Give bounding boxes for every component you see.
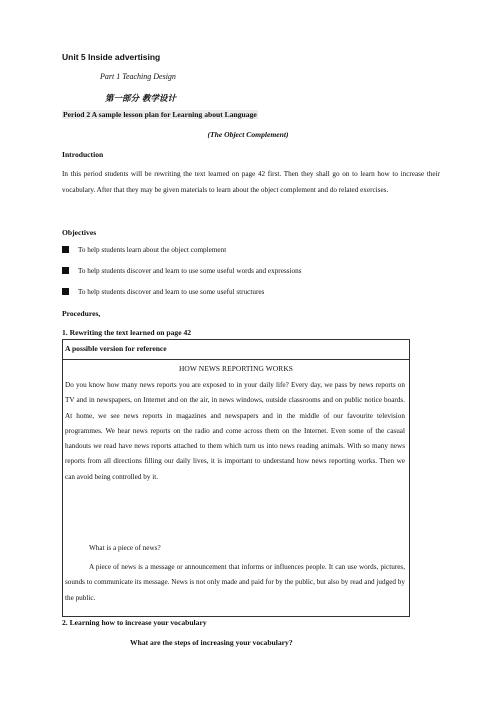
chinese-title: 第一部分 教学设计 — [105, 94, 176, 104]
introduction-label: Introduction — [62, 150, 104, 159]
unit-title: Unit 5 Inside advertising — [62, 52, 161, 62]
objectives-label: Objectives — [62, 228, 97, 237]
objective-item: To help students learn about the object complement — [62, 246, 226, 254]
objective-item: To help students discover and learn to use some useful words and expressions — [62, 267, 301, 275]
article-body: Do you know how many news reports you are exposed to in your daily life? Every day, we pass by news reports on TV and in newspapers, on Internet and on the air, in news windows, outside classrooms and on public notice boards. At home, we see news reports in magazines and newspapers and in the middle of our favourite television programmes. We hear news reports on the radio and come across them on the Internet. Even some of the casual handouts we read have news reports attached to them which turn us into news reading animals. With so many news reports from all directions filling our daily lives, it is important to understand how news reporting works. Then we can avoid being controlled by it. — [65, 381, 405, 481]
article-question: What is a piece of news? — [89, 544, 161, 552]
reference-table — [62, 339, 410, 617]
section-2-heading: 2. Learning how to increase your vocabulary — [62, 618, 207, 627]
table-header: A possible version for reference — [65, 344, 167, 353]
steps-question: What are the steps of increasing your vocabulary? — [130, 638, 293, 647]
article-title: HOW NEWS REPORTING WORKS — [179, 364, 293, 373]
subheading: (The Object Complement) — [207, 130, 289, 139]
procedure-item-1: 1. Rewriting the text learned on page 42 — [62, 328, 192, 337]
objective-item: To help students discover and learn to use some useful structures — [62, 288, 264, 296]
introduction-text: In this period students will be rewriting the text learned on page 42 first. Then they shall go on to learn how to increase their vocabulary. After that they may be given materials to learn about the object complement and do related exercises. — [62, 170, 440, 194]
procedures-label: Procedures, — [62, 309, 101, 318]
table-header-row — [63, 340, 409, 360]
part-title: Part 1 Teaching Design — [100, 72, 176, 81]
bullet-square-icon — [62, 288, 69, 295]
bullet-square-icon — [62, 246, 69, 253]
period-title: Period 2 A sample lesson plan for Learning about Language — [63, 110, 257, 119]
bullet-square-icon — [62, 267, 69, 274]
article-answer: A piece of news is a message or announcement that informs or influences people. It can use words, pictures, sounds to communicate its message. News is not only made and paid for by the public, but also by read and judged by the public. — [65, 563, 405, 602]
